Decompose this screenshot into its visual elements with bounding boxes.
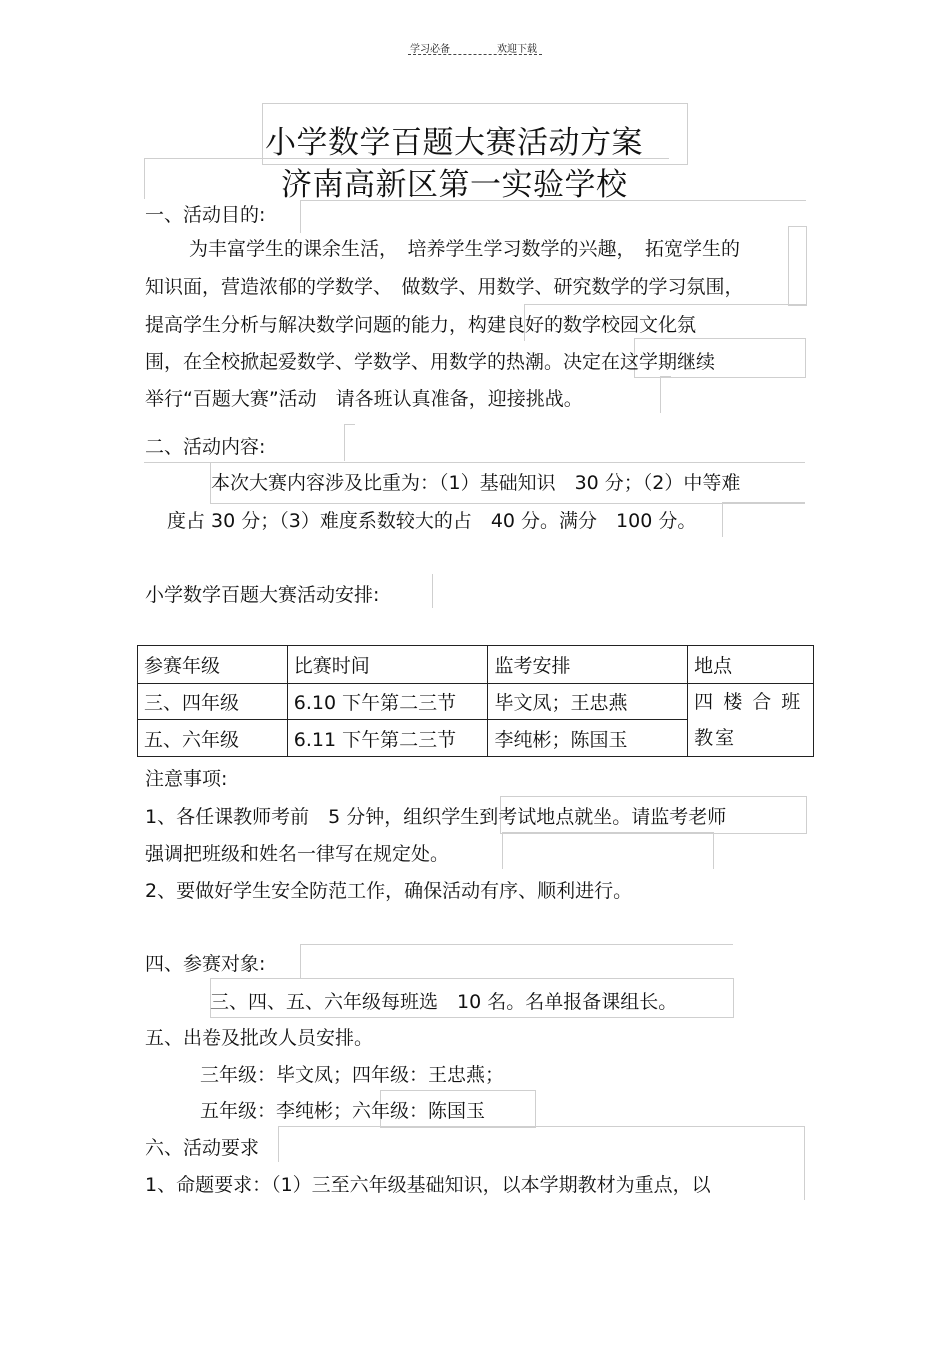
table-row: [138, 684, 814, 720]
paragraph-line: 举行“百题大赛”活动 请各班认真准备，迎接挑战。: [145, 388, 583, 410]
header-divider: [408, 54, 542, 55]
table-header-cell: 监考安排: [488, 646, 688, 684]
paragraph-line: 为丰富学生的课余生活， 培养学生学习数学的兴趣， 拓宽学生的: [189, 238, 741, 260]
section-heading: 五、出卷及批改人员安排。: [145, 1027, 374, 1049]
table-cell: 三、四年级: [138, 684, 288, 720]
header-right: 欢迎下载: [497, 44, 537, 55]
section-heading: 四、参赛对象:: [145, 953, 266, 975]
note-line: 强调把班级和姓名一律写在规定处。: [145, 843, 450, 865]
schedule-table: [137, 645, 814, 757]
scan-frame: [300, 944, 733, 979]
table-cell: 6.10 下午第二三节: [287, 684, 488, 720]
paragraph-line: 提高学生分析与解决数学问题的能力，构建良好的数学校园文化氛: [145, 314, 697, 336]
note-line: 2、要做好学生安全防范工作，确保活动有序、顺利进行。: [145, 880, 633, 902]
header-left: 学习必备: [410, 44, 450, 55]
table-cell: 毕文凤；王忠燕: [488, 684, 688, 720]
scan-frame: [344, 424, 355, 461]
location-line: 教室: [694, 727, 737, 749]
note-line: 1、各任课教师考前 5 分钟，组织学生到考试地点就坐。请监考老师: [145, 806, 727, 828]
scan-frame: [278, 1126, 289, 1162]
scan-frame: [502, 832, 714, 869]
paragraph-line: 五年级：李纯彬；六年级：陈国玉: [200, 1100, 486, 1122]
table-cell: 6.11 下午第二三节: [287, 720, 488, 757]
table-header-cell: 地点: [688, 646, 814, 684]
table-header-cell: 参赛年级: [138, 646, 288, 684]
table-header-cell: 比赛时间: [287, 646, 488, 684]
table-cell: 李纯彬；陈国玉: [488, 720, 688, 757]
paragraph-line: 度占 30 分；（3）难度系数较大的占 40 分。满分 100 分。: [167, 510, 697, 532]
scan-frame: [804, 1160, 815, 1200]
scan-frame: [278, 1126, 805, 1163]
section-heading: 六、活动要求: [145, 1137, 260, 1159]
location-cell: [688, 684, 814, 757]
paragraph-line: 1、命题要求：（1）三至六年级基础知识，以本学期教材为重点，以: [145, 1174, 711, 1196]
location-line: 四 楼 合 班: [694, 691, 803, 713]
scan-frame: [660, 376, 671, 413]
paragraph-line: 三、四、五、六年级每班选 10 名。名单报备课组长。: [210, 991, 678, 1013]
scan-frame: [788, 226, 807, 306]
paragraph-line: 三年级：毕文凤；四年级：王忠燕；: [200, 1064, 505, 1086]
paragraph-line: 本次大赛内容涉及比重为：（1）基础知识 30 分；（2）中等难: [211, 472, 741, 494]
paragraph-line: 知识面，营造浓郁的学数学、 做数学、用数学、研究数学的学习氛围，: [145, 276, 744, 298]
doc-title: 小学数学百题大赛活动方案: [265, 125, 643, 161]
scan-frame: [300, 200, 806, 233]
scan-frame: [432, 574, 443, 608]
table-header-row: [138, 646, 814, 684]
schedule-heading: 小学数学百题大赛活动安排:: [145, 584, 380, 606]
scan-frame: [144, 462, 210, 503]
scan-frame: [722, 502, 805, 537]
notes-heading: 注意事项:: [145, 768, 228, 790]
section-heading: 一、活动目的:: [145, 204, 266, 226]
doc-subtitle: 济南高新区第一实验学校: [281, 167, 628, 203]
section-heading: 二、活动内容:: [145, 436, 266, 458]
table-cell: 五、六年级: [138, 720, 288, 757]
paragraph-line: 围，在全校掀起爱数学、学数学、用数学的热潮。决定在这学期继续: [145, 351, 716, 373]
